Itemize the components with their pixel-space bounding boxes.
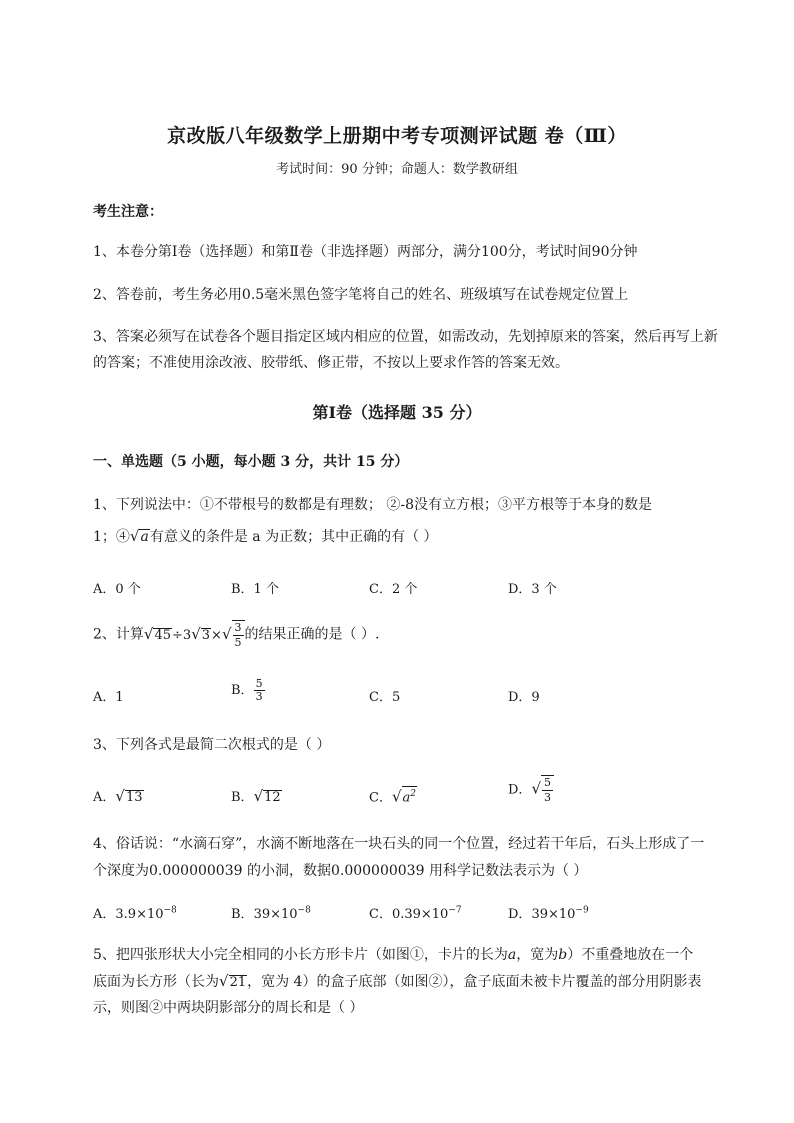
- q4-line2: 个深度为0.000000039 的小洞，数据0.000000039 用科学记数法表示为（ ）: [93, 863, 588, 879]
- q2-option-a: A．1: [93, 690, 124, 705]
- q2-suffix: 的结果正确的是（ ）.: [244, 626, 380, 643]
- q2-prefix: 2、计算: [93, 626, 144, 643]
- q4-option-b-label: B．: [231, 907, 254, 922]
- document-subtitle: 考试时间：90 分钟；命题人：数学教研组: [276, 162, 518, 177]
- q2-option-d: D．9: [508, 690, 540, 705]
- q2-option-b-label: B．: [231, 683, 254, 698]
- q3-option-d-label: D．: [508, 782, 532, 798]
- q2-fraction-denominator: 5: [234, 636, 242, 649]
- q5-radicand: 21: [229, 975, 247, 990]
- q3-option-a: [93, 786, 144, 805]
- radical-sign-icon: √: [253, 787, 264, 805]
- radical-sign-icon: √: [531, 779, 541, 798]
- radical-sign-icon: √: [143, 624, 154, 643]
- q2-fraction-numerator: 3: [234, 621, 242, 634]
- q2-option-b-fraction: [254, 678, 265, 703]
- q2-operator-2: ×: [211, 627, 222, 643]
- q2-option-c: C．5: [369, 690, 401, 705]
- q1-line1: 1、下列说法中：①不带根号的数都是有理数； ②-8没有立方根；③平方根等于本身的数是: [93, 497, 652, 513]
- notice-item-2: 2、答卷前，考生务必用0.5毫米黑色签字笔将自己的姓名、班级填写在试卷规定位置上: [93, 287, 629, 303]
- radical-sign-icon: √: [115, 787, 125, 805]
- q1-radicand: a: [140, 529, 149, 545]
- radical-sign-icon: √: [219, 972, 229, 990]
- q5-var-b: b: [558, 947, 568, 963]
- q4-option-a-exponent: −8: [163, 905, 177, 916]
- q1-option-c: C．2 个: [369, 582, 418, 597]
- q4-option-b-exponent: −8: [297, 905, 311, 916]
- q4-option-c: [369, 903, 462, 922]
- q3-option-c-radicand: [402, 786, 418, 805]
- q2-radicand-1: 45: [154, 627, 172, 643]
- part1-title: 第Ⅰ卷（选择题 35 分）: [312, 403, 482, 422]
- q4-option-b-base: 39×10: [253, 907, 298, 922]
- q3-option-d-fraction: [541, 775, 554, 805]
- q2-operator-1: ÷3: [172, 627, 192, 643]
- q4-option-c-label: C．: [369, 907, 392, 922]
- q1-line2-prefix: 1；④: [93, 529, 130, 545]
- section-heading: 一、单选题（5 小题，每小题 3 分，共计 15 分）: [93, 454, 409, 470]
- q4-option-c-base: 0.39×10: [391, 907, 449, 922]
- q3-option-c-base: a: [402, 790, 411, 806]
- q2-fraction: [232, 620, 245, 650]
- q3-option-d: [508, 775, 554, 805]
- q5-line1-part-b: ，宽为: [516, 947, 559, 963]
- q2-expression: [143, 621, 245, 649]
- q3-option-b-label: B．: [231, 790, 254, 805]
- q3-option-b-radicand: 12: [264, 790, 281, 805]
- q1-option-d: D．3 个: [508, 582, 557, 597]
- q5-line2-part-a: 底面为长方形（长为: [93, 974, 219, 990]
- notice-item-3-cont: 的答案；不准使用涂改液、胶带纸、修正带，不按以上要求作答的答案无效。: [93, 355, 569, 371]
- q5-var-a: a: [507, 947, 517, 963]
- q2-option-b-numerator: 5: [255, 677, 263, 690]
- q3-stem: 3、下列各式是最简二次根式的是（ ）: [93, 737, 331, 753]
- q2-option-b-denominator: 3: [255, 690, 263, 703]
- q4-option-d: [508, 903, 589, 922]
- q3-option-d-denominator: 3: [544, 791, 551, 804]
- q5-line1: [93, 944, 693, 964]
- q4-option-d-label: D．: [508, 907, 532, 922]
- q3-option-c-exponent: 2: [410, 789, 417, 799]
- q3-option-a-label: A．: [93, 790, 116, 805]
- q5-line2: [93, 971, 701, 991]
- q2-stem: [93, 620, 379, 650]
- q5-line1-part-a: 5、把四张形状大小完全相同的小长方形卡片（如图①，卡片的长为: [93, 947, 508, 963]
- q4-option-d-exponent: −9: [575, 905, 589, 916]
- q1-option-b: B．1 个: [231, 582, 279, 597]
- q4-option-d-base: 39×10: [531, 907, 576, 922]
- q4-option-a: [93, 903, 177, 922]
- q5-line3: 示，则图②中两块阴影部分的周长和是（ ）: [93, 1000, 364, 1016]
- radical-sign-icon: √: [391, 787, 402, 806]
- q3-option-d-numerator: 5: [544, 776, 551, 789]
- notice-item-1: 1、本卷分第Ⅰ卷（选择题）和第Ⅱ卷（非选择题）两部分，满分100分，考试时间90分钟: [93, 244, 638, 260]
- q4-line1: 4、俗话说：“水滴石穿”，水滴不断地落在一块石头的同一个位置，经过若干年后，石头上形成了一: [93, 836, 705, 852]
- q2-radicand-2: 3: [201, 627, 211, 643]
- radical-sign-icon: √: [221, 624, 232, 643]
- q4-option-c-exponent: −7: [448, 905, 462, 916]
- q3-option-c: [369, 786, 417, 805]
- q1-line2-suffix: 有意义的条件是 a 为正数；其中正确的有（ ）: [149, 529, 438, 545]
- notice-heading: 考生注意：: [93, 204, 163, 220]
- radical-sign-icon: √: [129, 527, 140, 545]
- q2-option-b: [231, 678, 265, 703]
- q1-line2: [93, 526, 438, 546]
- q4-option-b: [231, 903, 311, 922]
- q5-line1-part-c: ）不重叠地放在一个: [567, 947, 694, 963]
- q4-option-a-base: 3.9×10: [115, 907, 164, 922]
- q4-option-a-label: A．: [93, 907, 116, 922]
- q5-line2-part-b: ，宽为 4）的盒子底部（如图②），盒子底面未被卡片覆盖的部分用阴影表: [247, 974, 702, 990]
- document-title: 京改版八年级数学上册期中考专项测评试题 卷（Ⅲ）: [167, 125, 627, 147]
- q3-option-a-radicand: 13: [125, 790, 143, 805]
- radical-sign-icon: √: [191, 624, 201, 643]
- notice-item-3: 3、答案必须写在试卷各个题目指定区域内相应的位置，如需改动，先划掉原来的答案，然后再写上新: [93, 329, 718, 345]
- q3-option-b: [231, 786, 282, 805]
- q1-option-a: A．0 个: [93, 582, 141, 597]
- q3-option-c-label: C．: [369, 790, 392, 806]
